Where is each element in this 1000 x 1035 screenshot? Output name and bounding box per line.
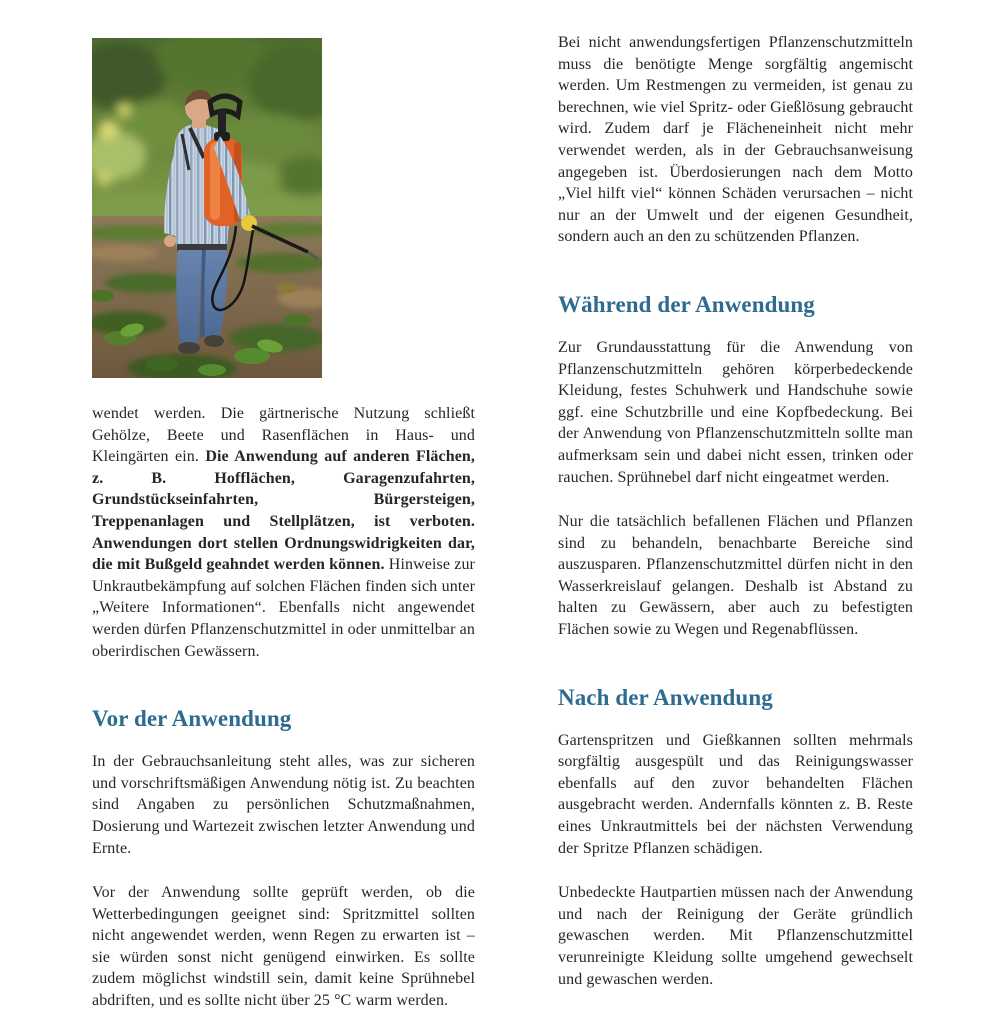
vor-paragraph-2: Vor der Anwendung sollte geprüft werden, ob die Wetterbedingungen geeignet sind: Spritzmittel sollten nicht angewendet werden, wenn Regen zu erwarten ist – sie würden sonst nicht genügend einwirken. Es sollte zudem möglichst windstill sein, damit keine Sprühnebel abdriften, und es sollte nicht über 25 °C warm werden. xyxy=(92,884,475,1010)
intro-continued-paragraph xyxy=(92,403,475,662)
waehrend-paragraph-1: Zur Grundausstattung für die Anwendung von Pflanzenschutzmitteln gehören körperbedeckende Kleidung, festes Schuhwerk und Handschuhe sowie ggf. eine Schutzbrille und eine Kopfbedeckung. Bei der Anwendung von Pflanzenschutzmitteln sollte man aufmerksam sein und dabei nicht essen, trinken oder rauchen. Sprühnebel darf nicht eingeatmet werden. xyxy=(558,338,913,486)
section-heading-waehrend-der-anwendung: Während der Anwendung xyxy=(558,291,815,317)
left-column xyxy=(92,0,475,1035)
mixing-paragraph: Bei nicht anwendungsfertigen Pflanzenschutzmitteln muss die benötigte Menge sorgfältig angemischt werden. Um Restmengen zu vermeiden, ist genau zu berechnen, wie viel Spritz- oder Gießlösung gebraucht wird. Zudem darf je Flächeneinheit nicht mehr verwendet werden, als in der Gebrauchsanweisung angegeben ist. Überdosierungen nach dem Motto „Viel hilft viel“ können Schäden verursachen – nicht nur an der Umwelt und der eigenen Gesundheit, sondern auch an den zu schützenden Pflanzen. xyxy=(558,34,913,246)
section-heading-nach-der-anwendung: Nach der Anwendung xyxy=(558,684,773,710)
right-column xyxy=(558,0,913,1013)
nach-paragraph-1: Gartenspritzen und Gießkannen sollten mehrmals sorgfältig ausgespült und das Reinigungswasser ebenfalls auf den zuvor behandelten Flächen ausgebracht werden. Andernfalls könnten z. B. Reste eines Unkrautmittels bei der nächsten Verwendung der Spritze Pflanzen schädigen. xyxy=(558,731,913,857)
nach-paragraph-2: Unbedeckte Hautpartien müssen nach der Anwendung und nach der Reinigung der Geräte gründlich gewaschen werden. Mit Pflanzenschutzmittel verunreinigte Kleidung sollte umgehend gewechselt und gewaschen werden. xyxy=(558,884,913,988)
garden-photo xyxy=(92,38,322,378)
vor-paragraph-1: In der Gebrauchsanleitung steht alles, was zur sicheren und vorschriftsmäßigen Anwendung nötig ist. Zu beachten sind Angaben zu persönlichen Schutzmaßnahmen, Dosierung und Wartezeit zwischen letzter Anwendung und Ernte. xyxy=(92,753,475,857)
section-heading-vor-der-anwendung: Vor der Anwendung xyxy=(92,706,292,732)
garden-photo-illustration xyxy=(92,38,322,378)
waehrend-paragraph-2: Nur die tatsächlich befallenen Flächen und Pflanzen sind zu behandeln, benachbarte Bereiche sind auszusparen. Pflanzenschutzmittel dürfen nicht in den Wasserkreislauf gelangen. Deshalb ist Abstand zu halten zu Gewässern, aber auch zu befestigten Flächen sowie zu Wegen und Regenabflüssen. xyxy=(558,513,913,639)
intro-text-normal-1: wendet werden. Die gärtnerische Nutzung schließt Gehölze, Beete und Rasenflächen in Haus- und Kleingärten ein. xyxy=(92,405,475,466)
intro-text-normal-2: Hinweise zur Unkrautbekämpfung auf solchen Flächen finden sich unter „Weitere Informationen“. Ebenfalls nicht angewendet werden dürfen Pflanzenschutzmittel in oder unmittelbar an oberirdischen Gewässern. xyxy=(92,556,475,660)
intro-text-bold: Die Anwendung auf anderen Flächen, z. B. Hofflächen, Garagenzufahrten, Grundstückseinfahrten, Bürgersteigen, Treppenanlagen und Stellplätzen, ist verboten. Anwendungen dort stellen Ordnungswidrigkeiten dar, die mit Bußgeld geahndet werden können. xyxy=(92,448,475,574)
